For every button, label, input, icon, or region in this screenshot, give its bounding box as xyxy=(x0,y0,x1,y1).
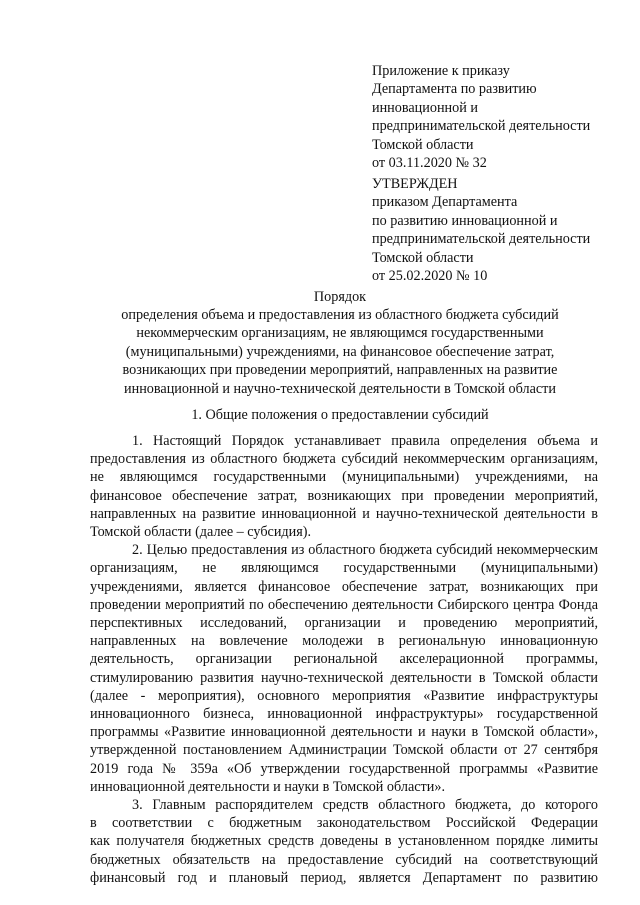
text-line: инновационной деятельности и науки в Томской области». xyxy=(90,778,445,795)
text-line: учреждениями, является финансовое обеспечение затрат, возникающих при xyxy=(90,578,598,595)
text-line: предоставления из областного бюджета субсидий некоммерческим организациям, xyxy=(90,451,598,468)
text-line: 1. Настоящий Порядок устанавливает правила определения объема и xyxy=(132,433,598,449)
body-text xyxy=(90,432,598,887)
approved-line: по развитию инновационной и xyxy=(372,212,558,229)
approval-stamp-text xyxy=(372,175,622,285)
text-line: 3. Главным распорядителем средств областного бюджета, до которого xyxy=(132,797,598,814)
approved-line: УТВЕРЖДЕН xyxy=(372,176,458,192)
section-heading: 1. Общие положения о предоставлении субсидий xyxy=(191,407,489,423)
document-title: Порядок xyxy=(313,289,367,305)
text-line: проведении мероприятий по обеспечению деятельности Сибирского центра Фонда xyxy=(90,596,598,613)
appendix-note xyxy=(372,62,622,172)
subtitle-line: определения объема и предоставления из областного бюджета субсидий xyxy=(121,307,559,323)
approved-line: Томской области xyxy=(372,249,474,266)
text-line: организациям, не являющимся государственными (муниципальными) xyxy=(90,560,598,577)
subtitle-line: некоммерческим организациям, не являющимся государственными xyxy=(136,325,544,342)
text-line: 2019 года № 359а «Об утверждении государственной программы «Развитие xyxy=(90,760,598,777)
approved-line: приказом Департамента xyxy=(372,194,518,211)
text-line: инновационного бизнеса, инновационной инфраструктуры» государственной xyxy=(90,706,598,723)
text-line: 2. Целью предоставления из областного бюджета субсидий некоммерческим xyxy=(132,542,598,559)
text-line: финансовый год и плановый период, является Департамент по развитию xyxy=(90,869,598,886)
text-line: Томской области (далее – субсидия). xyxy=(90,524,312,541)
appendix-line: инновационной и xyxy=(372,99,478,116)
approved-line: от 25.02.2020 № 10 xyxy=(372,268,488,285)
text-line: финансовое обеспечение затрат, возникающих при проведении мероприятий, xyxy=(90,487,598,504)
text-line: (далее - мероприятия), основного мероприятия «Развитие инфраструктуры xyxy=(90,687,598,704)
appendix-line: от 03.11.2020 № 32 xyxy=(372,155,487,172)
appendix-line: Приложение к приказу xyxy=(372,63,510,79)
text-line: бюджетных обязательств на предоставление субсидий на соответствующий xyxy=(90,851,598,868)
text-line: направленных на вовлечение молодежи в региональную инновационную xyxy=(90,633,598,650)
approved-line: предпринимательской деятельности xyxy=(372,231,591,248)
text-line: не являющимся государственными (муниципальными) учреждениями, на xyxy=(90,469,598,486)
text-line: перспективных исследований, организации и проведению мероприятий, xyxy=(90,615,598,632)
text-line: утвержденной постановлением Администрации Томской области от 27 сентября xyxy=(90,742,598,759)
subtitle-line: инновационной и научно-технической деятельности в Томской области xyxy=(124,380,556,397)
text-line: как получателя бюджетных средств доведены в установленном порядке лимиты xyxy=(90,833,598,850)
text-line: программы «Развитие инновационной деятельности и науки в Томской области», xyxy=(90,724,598,741)
text-line: в соответствии с бюджетным законодательством Российской Федерации xyxy=(90,815,598,832)
appendix-line: Томской области xyxy=(372,136,474,153)
paragraph-2 xyxy=(90,541,598,796)
appendix-line: Департамента по развитию xyxy=(372,81,537,98)
text-line: стимулированию развития научно-технической деятельности в Томской области xyxy=(90,669,598,686)
paragraph-3 xyxy=(90,796,598,887)
text-line: деятельность, организации региональной акселерационной программы, xyxy=(90,651,598,668)
subtitle-line: (муниципальными) учреждениями, на финансовое обеспечение затрат, xyxy=(125,343,555,360)
text-line: направленных на развитие инновационной и научно-технической деятельности в xyxy=(90,505,598,522)
appendix-line: предпринимательской деятельности xyxy=(372,118,591,135)
document-subtitle xyxy=(60,306,620,398)
paragraph-1 xyxy=(90,432,598,541)
subtitle-line: возникающих при проведении мероприятий, направленных на развитие xyxy=(122,362,558,379)
